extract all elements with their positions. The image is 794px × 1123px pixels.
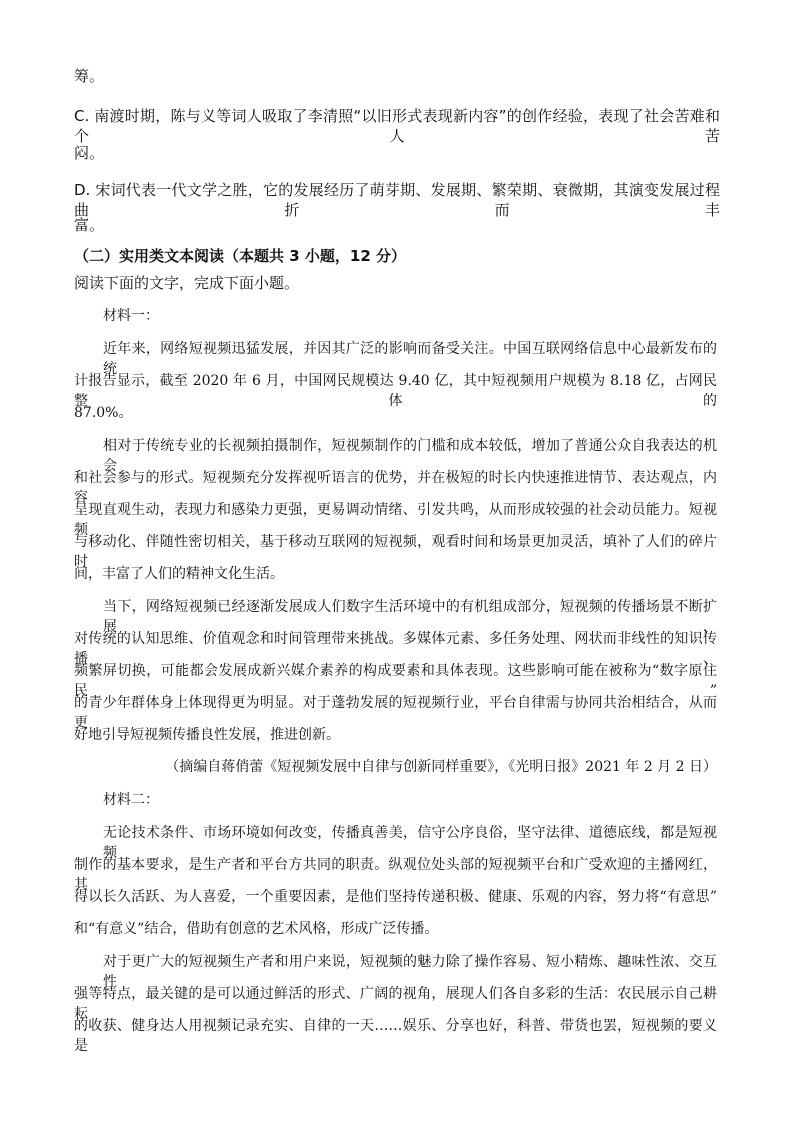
intro-line: 筹。 [74,67,105,85]
material-1-paragraph-line: 87.0%。 [74,405,133,421]
material-2-paragraph-line: 对于更广大的短视频生产者和用户来说，短视频的魅力除了操作容易、短小精炼、趣味性浓、交互性 [103,954,717,990]
option-c-line-1: C. 南渡时期，陈与义等词人吸取了李清照“以旧形式表现新内容”的创作经验，表现了社会苦难和个人苦 [74,107,720,145]
reading-instruction: 阅读下面的文字，完成下面小题。 [74,274,300,292]
material-2-paragraph-line: 强等特点，最关键的是可以通过鲜活的形式、广阔的视角，展现人们各自多彩的生活：农民展示自己耕耘 [74,986,717,1022]
material-1-paragraph-line: 与移动化、伴随性密切相关，基于移动互联网的短视频，观看时间和场景更加灵活，填补了人们的碎片时 [74,534,717,570]
material-1-paragraph-line: 计报告显示，截至 2020 年 6 月，中国网民规模达 9.40 亿，其中短视频用户规模为 8.18 亿，占网民整体的 [74,373,717,409]
material-1-paragraph-line: 好地引导短视频传播良性发展，推进创新。 [74,727,340,743]
option-d-line-2: 富。 [74,216,105,234]
option-c-line-2: 闷。 [74,144,105,162]
material-1-paragraph-line: 和社会参与的形式。短视频充分发挥视听语言的优势，并在极短的时长内快速推进情节、表达观点，内容 [74,470,717,506]
material-1-paragraph-line: 相对于传统专业的长视频拍摄制作，短视频制作的门槛和成本较低，增加了普通公众自我表达的机会 [103,438,717,474]
material-1-source: （摘编自蒋俏蕾《短视频发展中自律与创新同样重要》，《光明日报》2021 年 2 月 2 日） [165,759,717,775]
material-2-paragraph-line: 和“有意义”结合，借助有创意的艺术风格，形成广泛传播。 [74,921,439,937]
material-1-paragraph-line: 间，丰富了人们的精神文化生活。 [74,566,284,582]
material-2-paragraph-line: 的收获、健身达人用视频记录充实、自律的一天……娱乐、分享也好，科普、带货也罢，短视频的要义是 [74,1018,717,1054]
material-2-paragraph-line: 得以长久活跃、为人喜爱，一个重要因素，是他们坚持传递积极、健康、乐观的内容，努力将“有意思” [74,889,717,905]
material-2-label: 材料二： [103,792,159,808]
material-1-label: 材料一： [103,308,159,324]
material-1-paragraph-line: 呈现直观生动，表现力和感染力更强，更易调动情绪、引发共鸣，从而形成较强的社会动员能力。短视频 [74,502,717,538]
material-1-paragraph-line: 的青少年群体身上体现得更为明显。对于蓬勃发展的短视频行业，平台自律需与协同共治相结合，从而更 [74,695,717,731]
material-1-paragraph-line: 对传统的认知思维、价值观念和时间管理带来挑战。多媒体元素、多任务处理、网状而非线性的知识传播、 [74,631,717,667]
material-2-paragraph-line: 制作的基本要求，是生产者和平台方共同的职责。纵观位处头部的短视频平台和广受欢迎的主播网红，其 [74,857,717,893]
section-title: （二）实用类文本阅读（本题共 3 小题，12 分） [74,247,406,265]
material-1-paragraph-line: 近年来，网络短视频迅猛发展，并因其广泛的影响而备受关注。中国互联网络信息中心最新发布的统 [103,341,717,377]
material-2-paragraph-line: 无论技术条件、市场环境如何改变，传播真善美，信守公序良俗，坚守法律、道德底线，都是短视频 [103,825,717,861]
option-d-line-1: D. 宋词代表一代文学之胜，它的发展经历了萌芽期、发展期、繁荣期、衰微期，其演变发展过程曲折而丰 [74,181,720,219]
material-1-paragraph-line: 当下，网络短视频已经逐渐发展成人们数字生活环境中的有机组成部分，短视频的传播场景不断扩展， [103,599,717,635]
material-1-paragraph-line: 频繁屏切换，可能都会发展成新兴媒介素养的构成要素和具体表现。这些影响可能在被称为“数字原住民” [74,663,717,699]
